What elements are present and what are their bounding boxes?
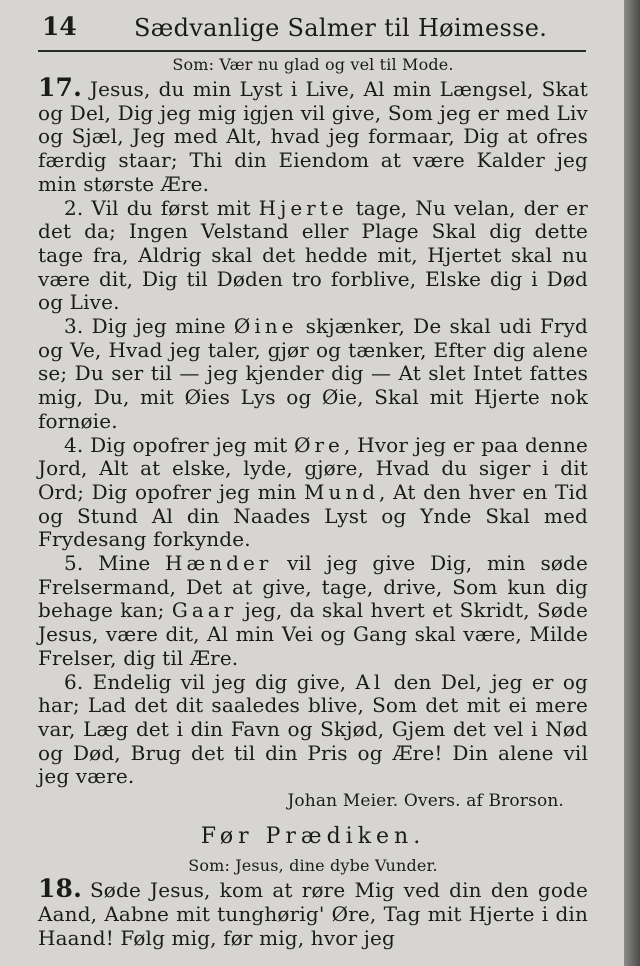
page-edge-shadow bbox=[624, 0, 640, 966]
hymn-17 bbox=[38, 73, 588, 789]
hymn-number: 17. bbox=[38, 73, 82, 102]
hymn-number: 18. bbox=[38, 874, 82, 904]
hymn-17-verse-4: 4. Dig opofrer jeg mit Øre, Hvor jeg er paa denne Jord, Alt at elske, lyde, gjøre, Hvad du siger i dit Ord; Dig opofrer jeg min Mund, At den hver en Tid og Stund Al din Naades Lyst og Ynde Skal med Frydesang forkynde. bbox=[38, 432, 588, 552]
hymn-18-verse-1: 18. Søde Jesus, kom at røre Mig ved din den gode Aand, Aabne mit tunghørig' Øre, Tag mit Hjerte i din Haand! Følg mig, før mig, hvor jeg bbox=[38, 874, 588, 950]
running-title: Sædvanlige Salmer til Høimesse. bbox=[134, 14, 548, 42]
page-header bbox=[38, 6, 590, 46]
page-content bbox=[38, 52, 588, 950]
hymn-17-melody: Som: Vær nu glad og vel til Mode. bbox=[172, 55, 454, 74]
section-heading: Før Prædiken. bbox=[200, 824, 426, 850]
hymn-17-credit: Johan Meier. Overs. af Brorson. bbox=[287, 791, 564, 812]
hymn-17-verse-6: 6. Endelig vil jeg dig give, Al den Del, jeg er og har; Lad det dit saaledes blive, Som det mit ei mere var, Læg det i din Favn og Skjød, Gjem det vel i Nød og Død, Brug det til din Pris og Ære! Din alene vil jeg være. bbox=[38, 669, 588, 789]
page-number: 14 bbox=[42, 12, 77, 41]
hymn-17-verse-1: 17. Jesus, du min Lyst i Live, Al min Længsel, Skat og Del, Dig jeg mig igjen vil give, Som jeg er med Liv og Sjæl, Jeg med Alt, hvad jeg formaar, Dig at ofres færdig staar; Thi din Eiendom at være Kalder jeg min største Ære. bbox=[38, 73, 588, 196]
hymn-18 bbox=[38, 874, 588, 950]
hymn-18-melody: Som: Jesus, dine dybe Vunder. bbox=[188, 856, 438, 876]
hymn-17-verse-2: 2. Vil du først mit Hjerte tage, Nu velan, der er det da; Ingen Velstand eller Plage Skal dig dette tage fra, Aldrig skal det hedde mit, Hjertet skal nu være dit, Dig til Døden tro forblive, Elske dig i Død og Live. bbox=[38, 195, 588, 315]
hymn-17-verse-3: 3. Dig jeg mine Øine skjænker, De skal udi Fryd og Ve, Hvad jeg taler, gjør og tænker, Efter dig alene se; Du ser til — jeg kjender dig — At slet Intet fattes mig, Du, mit Øies Lys og Øie, Skal mit Hjerte nok fornøie. bbox=[38, 314, 588, 433]
hymn-17-verse-5: 5. Mine Hænder vil jeg give Dig, min søde Frelsermand, Det at give, tage, drive, Som kun dig behage kan; Gaar jeg, da skal hvert et Skridt, Søde Jesus, være dit, Al min Vei og Gang skal være, Milde Frelser, dig til Ære. bbox=[38, 551, 588, 670]
